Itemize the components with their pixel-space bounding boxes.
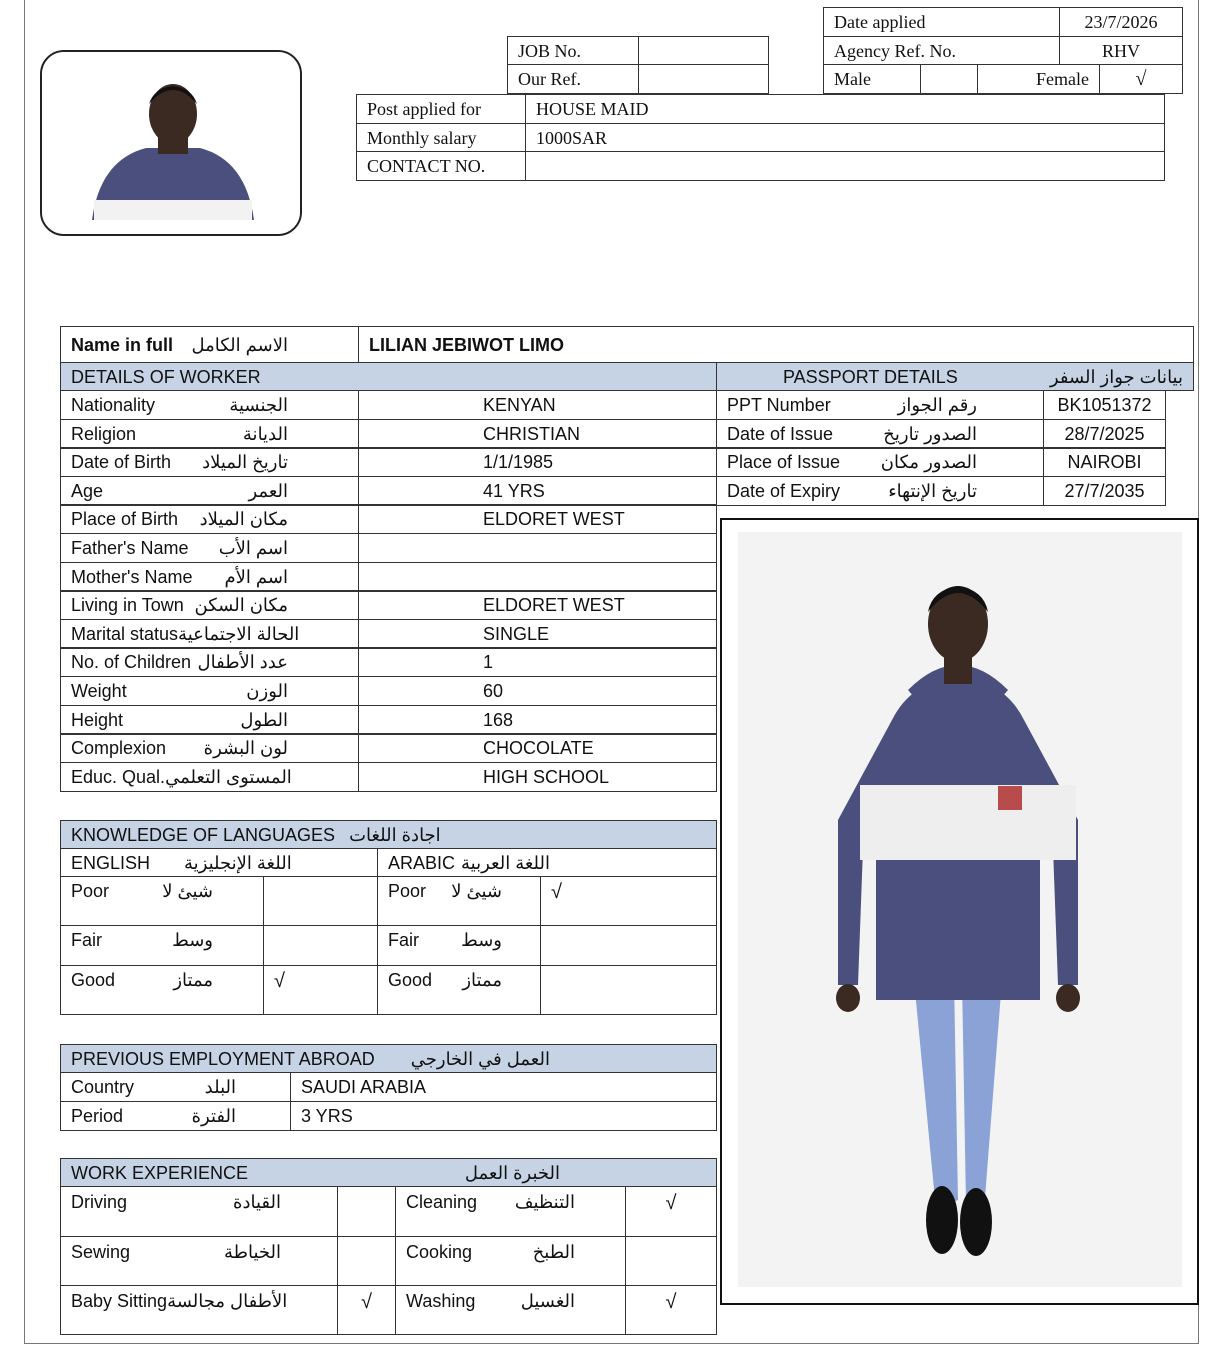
- worker-row-label: [60, 562, 359, 592]
- name-label: [60, 326, 359, 363]
- english-level-label: [60, 876, 264, 926]
- experience-skill-ar: الطبخ: [532, 1242, 575, 1262]
- arabic-level-en: Fair: [388, 930, 419, 950]
- experience-skill-ar: القيادة: [233, 1192, 281, 1212]
- experience-skill-ar: الأطفال مجالسة: [167, 1291, 288, 1311]
- arabic-level-label: [377, 925, 541, 966]
- experience-skill-ar: الخياطة: [224, 1242, 281, 1262]
- experience-skill-label: [395, 1236, 626, 1286]
- experience-header-ar: الخبرة العمل: [464, 1162, 560, 1183]
- worker-row-label: [60, 705, 359, 735]
- languages-header: [60, 820, 717, 849]
- experience-skill-check: √: [625, 1186, 717, 1237]
- experience-skill-check: [337, 1186, 396, 1237]
- arabic-label-ar: اللغة العربية: [461, 852, 551, 873]
- arabic-label-en: ARABIC: [388, 852, 456, 873]
- passport-row-label: [716, 447, 1044, 477]
- worker-field-ar: الديانة: [242, 423, 288, 444]
- worker-field-ar: الطول: [240, 709, 288, 730]
- passport-field-ar: رقم الجواز: [897, 395, 977, 415]
- worker-field-ar: مكان السكن: [194, 595, 288, 616]
- full-name-value: LILIAN JEBIWOT LIMO: [358, 326, 1194, 363]
- name-label-en: Name in full: [71, 334, 174, 355]
- worker-row-value: 60: [358, 676, 717, 706]
- passport-row-label: [716, 419, 1044, 449]
- employment-row-value: SAUDI ARABIA: [290, 1072, 717, 1102]
- worker-field-en: No. of Children: [71, 652, 192, 673]
- arabic-level-check: [540, 925, 717, 966]
- worker-field-ar: الجنسية: [229, 395, 288, 415]
- worker-row-label: [60, 504, 359, 534]
- arabic-level-label: [377, 965, 541, 1015]
- english-label-ar: اللغة الإنجليزية: [184, 852, 292, 873]
- experience-skill-en: Cleaning: [406, 1192, 478, 1212]
- worker-row-value: [358, 533, 717, 563]
- passport-field-ar: تاريخ الإنتهاء: [888, 480, 977, 501]
- monthly-salary-label: Monthly salary: [356, 123, 526, 152]
- worker-field-en: Marital status: [71, 623, 179, 644]
- experience-skill-label: [60, 1236, 338, 1286]
- employment-header: [60, 1044, 717, 1073]
- worker-field-ar: المستوى التعلمي: [165, 766, 292, 787]
- employment-row-label: [60, 1072, 291, 1102]
- worker-field-en: Date of Birth: [71, 452, 172, 473]
- worker-field-ar: مكان الميلاد: [199, 509, 288, 530]
- our-ref-label: Our Ref.: [507, 64, 639, 94]
- passport-field-ar: الصدور مكان: [880, 452, 977, 473]
- worker-row-value: HIGH SCHOOL: [358, 762, 717, 792]
- passport-row-label: [716, 390, 1044, 420]
- passport-field-en: Place of Issue: [727, 452, 841, 473]
- english-level-ar: ممتاز: [173, 970, 213, 990]
- english-label-en: ENGLISH: [71, 852, 151, 873]
- worker-row-value: SINGLE: [358, 619, 717, 649]
- worker-field-en: Place of Birth: [71, 509, 179, 530]
- worker-row-value: CHOCOLATE: [358, 733, 717, 763]
- arabic-level-en: Good: [388, 970, 433, 990]
- worker-row-label: [60, 390, 359, 420]
- date-applied-label: Date applied: [823, 7, 1060, 37]
- worker-field-en: Educ. Qual.: [71, 766, 166, 787]
- job-no-label: JOB No.: [507, 36, 639, 65]
- experience-skill-check: [625, 1236, 717, 1286]
- english-level-check: [263, 925, 378, 966]
- english-level-ar: وسط: [172, 930, 213, 950]
- worker-row-value: KENYAN: [358, 390, 717, 420]
- passport-row-label: [716, 476, 1044, 506]
- passport-row-value: 27/7/2035: [1043, 476, 1166, 506]
- passport-header-en: PASSPORT DETAILS: [783, 366, 958, 387]
- worker-row-label: [60, 476, 359, 506]
- passport-field-en: Date of Issue: [727, 423, 834, 444]
- person-full-body-icon: [722, 520, 1197, 1303]
- employment-field-en: Country: [71, 1077, 135, 1097]
- worker-field-en: Weight: [71, 681, 127, 701]
- worker-row-label: [60, 419, 359, 449]
- english-level-label: [60, 925, 264, 966]
- languages-header-ar: اجادة اللغات: [349, 824, 441, 845]
- male-label: Male: [823, 64, 921, 94]
- worker-row-value: CHRISTIAN: [358, 419, 717, 449]
- arabic-level-ar: وسط: [461, 930, 502, 950]
- english-label: [60, 848, 378, 877]
- our-ref-value: [638, 64, 769, 94]
- employment-header-en: PREVIOUS EMPLOYMENT ABROAD: [71, 1048, 375, 1069]
- experience-skill-label: [60, 1285, 338, 1335]
- worker-row-value: 168: [358, 705, 717, 735]
- person-portrait-icon: [42, 52, 302, 236]
- english-level-en: Poor: [71, 881, 110, 901]
- worker-field-en: Height: [71, 709, 124, 730]
- monthly-salary-value: 1000SAR: [525, 123, 1165, 152]
- worker-field-ar: اسم الأم: [224, 566, 288, 587]
- worker-field-en: Mother's Name: [71, 566, 193, 587]
- experience-skill-ar: الغسيل: [520, 1291, 575, 1311]
- job-no-value: [638, 36, 769, 65]
- male-value: [920, 64, 978, 94]
- experience-skill-ar: التنظيف: [514, 1192, 575, 1212]
- passport-header-ar: بيانات جواز السفر: [1049, 366, 1183, 387]
- worker-row-label: [60, 447, 359, 477]
- worker-field-en: Father's Name: [71, 538, 189, 558]
- employment-row-label: [60, 1101, 291, 1131]
- passport-row-value: 28/7/2025: [1043, 419, 1166, 449]
- english-level-en: Good: [71, 970, 116, 990]
- worker-field-en: Religion: [71, 423, 137, 444]
- worker-field-ar: الحالة الاجتماعية: [178, 623, 300, 644]
- post-applied-value: HOUSE MAID: [525, 94, 1165, 124]
- english-level-check: √: [263, 965, 378, 1015]
- experience-skill-label: [60, 1186, 338, 1237]
- experience-header-en: WORK EXPERIENCE: [71, 1162, 249, 1183]
- experience-skill-label: [395, 1285, 626, 1335]
- employment-field-en: Period: [71, 1105, 124, 1126]
- arabic-level-label: [377, 876, 541, 926]
- worker-row-value: 41 YRS: [358, 476, 717, 506]
- worker-row-label: [60, 762, 359, 792]
- worker-row-label: [60, 533, 359, 563]
- female-check: √: [1099, 64, 1183, 94]
- worker-field-en: Age: [71, 480, 104, 501]
- arabic-level-check: √: [540, 876, 717, 926]
- worker-field-en: Living in Town: [71, 595, 184, 616]
- worker-row-label: [60, 676, 359, 706]
- contact-no-value: [525, 151, 1165, 181]
- employment-field-ar: الفترة: [191, 1105, 236, 1126]
- worker-field-en: Complexion: [71, 738, 167, 759]
- worker-row-value: ELDORET WEST: [358, 590, 717, 620]
- experience-skill-en: Driving: [71, 1192, 128, 1212]
- female-label: Female: [977, 64, 1100, 94]
- worker-row-value: 1/1/1985: [358, 447, 717, 477]
- name-label-ar: الاسم الكامل: [191, 334, 288, 355]
- passport-field-ar: الصدور تاريخ: [883, 423, 977, 444]
- arabic-level-ar: ممتاز: [462, 970, 502, 990]
- languages-header-en: KNOWLEDGE OF LANGUAGES: [71, 824, 336, 845]
- worker-field-ar: عدد الأطفال: [197, 652, 288, 673]
- experience-skill-label: [395, 1186, 626, 1237]
- worker-row-value: ELDORET WEST: [358, 504, 717, 534]
- experience-skill-en: Sewing: [71, 1242, 131, 1262]
- arabic-level-ar: شيئ لا: [451, 881, 502, 901]
- passport-row-value: NAIROBI: [1043, 447, 1166, 477]
- employment-header-ar: العمل في الخارجي: [410, 1048, 550, 1069]
- english-level-ar: شيئ لا: [162, 881, 213, 901]
- experience-skill-en: Baby Sitting: [71, 1291, 168, 1311]
- worker-row-label: [60, 647, 359, 677]
- date-applied-value: 23/7/2026: [1059, 7, 1183, 37]
- experience-skill-check: √: [337, 1285, 396, 1335]
- passport-row-value: BK1051372: [1043, 390, 1166, 420]
- passport-field-en: Date of Expiry: [727, 480, 841, 501]
- employment-row-value: 3 YRS: [290, 1101, 717, 1131]
- experience-skill-check: [337, 1236, 396, 1286]
- passport-header: [716, 362, 1194, 391]
- experience-skill-check: √: [625, 1285, 717, 1335]
- worker-row-label: [60, 733, 359, 763]
- arabic-label: [377, 848, 717, 877]
- worker-row-value: 1: [358, 647, 717, 677]
- experience-skill-en: Washing: [406, 1291, 476, 1311]
- portrait-photo-small: [40, 50, 302, 236]
- worker-details-header: DETAILS OF WORKER: [60, 362, 717, 391]
- contact-no-label: CONTACT NO.: [356, 151, 526, 181]
- experience-header: [60, 1158, 717, 1187]
- arabic-level-en: Poor: [388, 881, 427, 901]
- arabic-level-check: [540, 965, 717, 1015]
- worker-field-ar: الوزن: [246, 681, 288, 701]
- agency-ref-label: Agency Ref. No.: [823, 36, 1060, 65]
- post-applied-label: Post applied for: [356, 94, 526, 124]
- english-level-en: Fair: [71, 930, 102, 950]
- worker-field-ar: العمر: [248, 480, 288, 501]
- experience-skill-en: Cooking: [406, 1242, 473, 1262]
- employment-field-ar: البلد: [204, 1077, 236, 1097]
- english-level-check: [263, 876, 378, 926]
- worker-field-ar: لون البشرة: [203, 738, 288, 759]
- worker-row-label: [60, 619, 359, 649]
- full-body-photo: [720, 518, 1199, 1305]
- english-level-label: [60, 965, 264, 1015]
- worker-field-ar: تاريخ الميلاد: [202, 452, 288, 473]
- worker-row-label: [60, 590, 359, 620]
- worker-field-ar: اسم الأب: [218, 538, 288, 558]
- passport-field-en: PPT Number: [727, 395, 831, 415]
- agency-ref-value: RHV: [1059, 36, 1183, 65]
- worker-field-en: Nationality: [71, 395, 156, 415]
- worker-row-value: [358, 562, 717, 592]
